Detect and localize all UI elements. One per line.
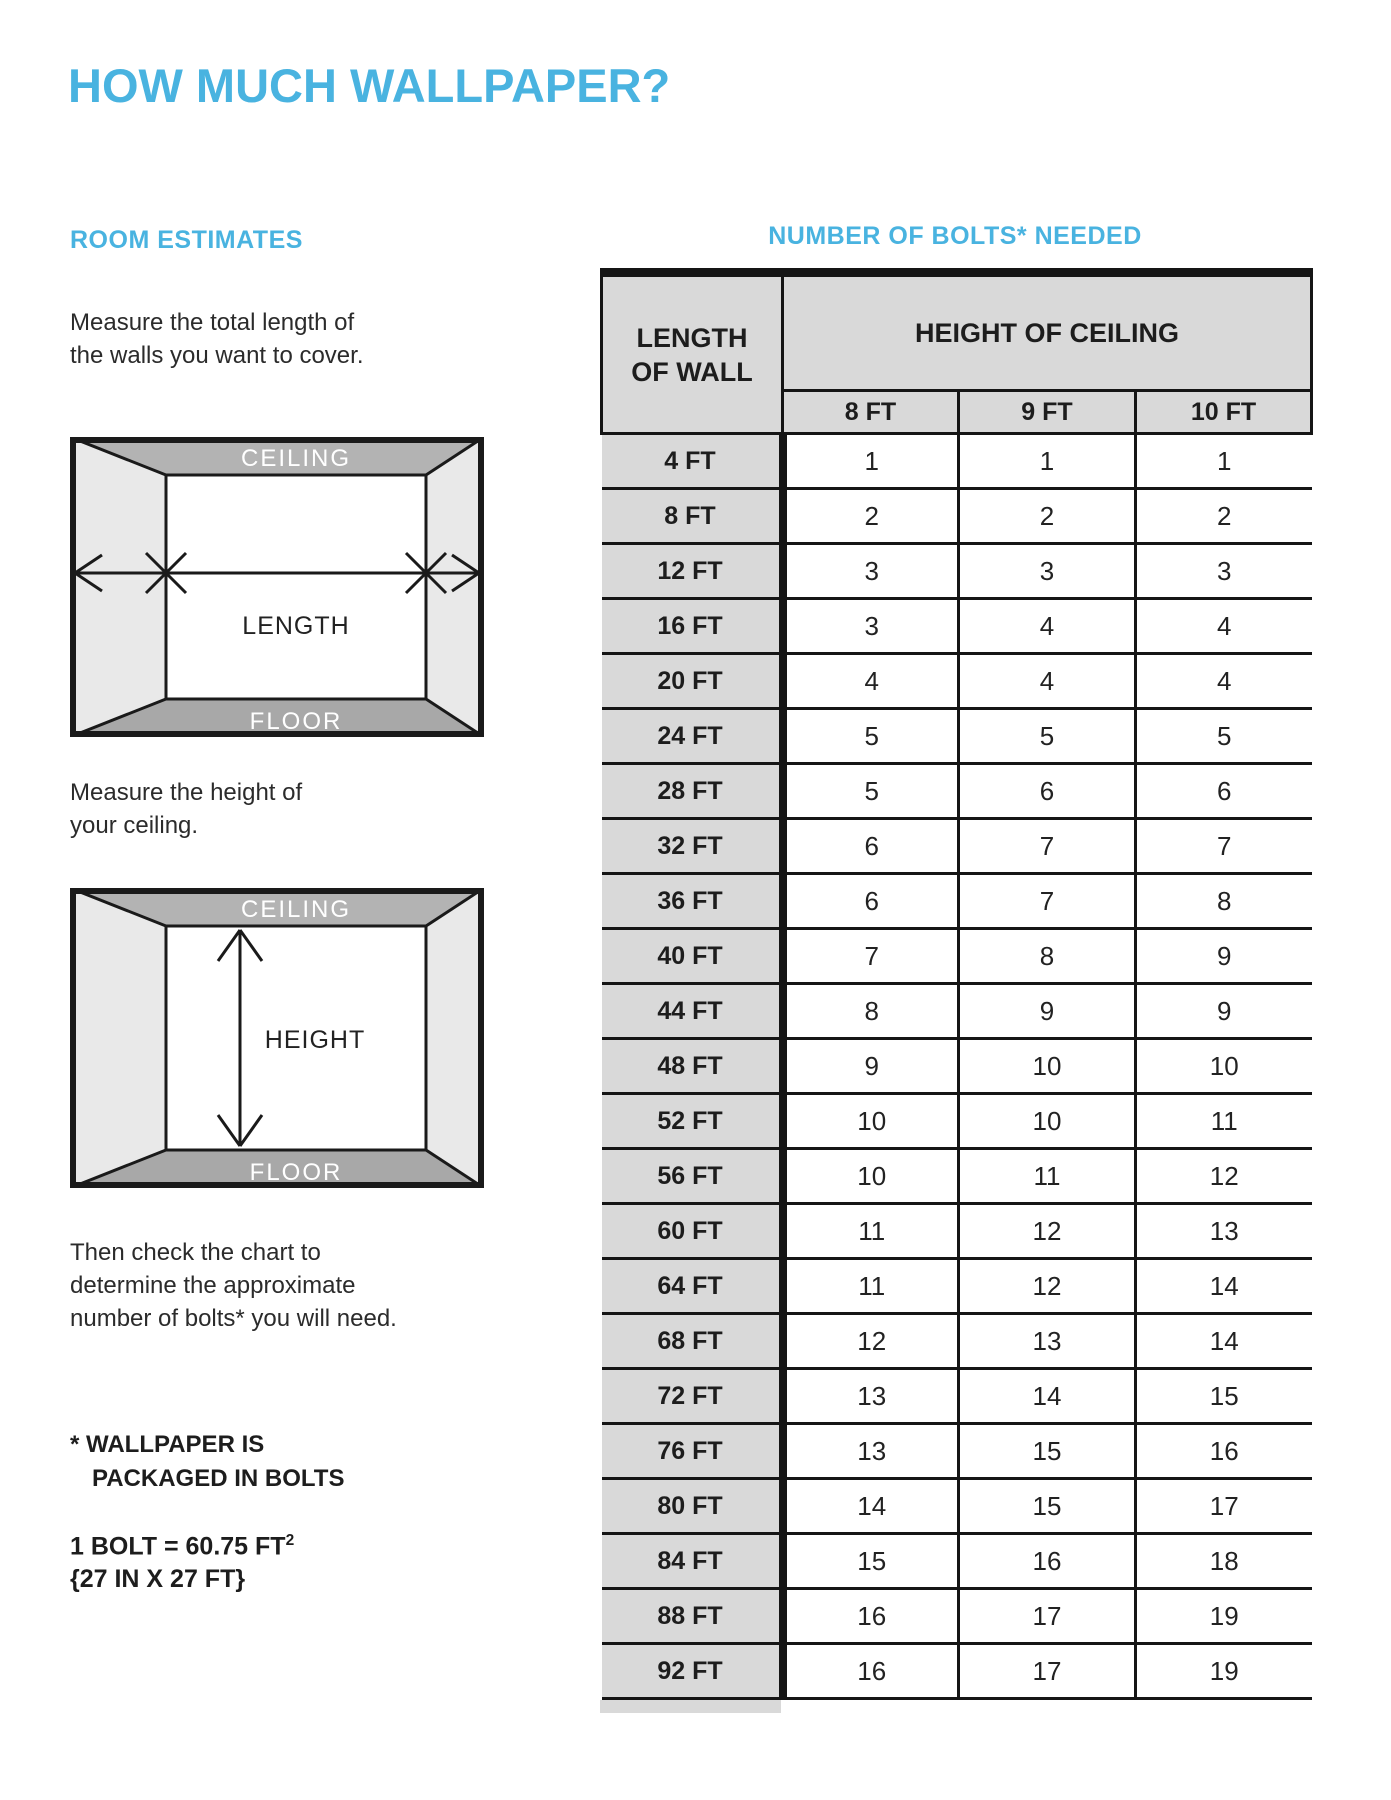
- bolts-8ft-cell: 9: [783, 1039, 959, 1094]
- floor-label: FLOOR: [249, 1159, 343, 1186]
- table-row: [602, 1314, 1312, 1369]
- bolts-8ft-cell: 16: [783, 1589, 959, 1644]
- wall-length-cell: 28 FT: [602, 764, 783, 819]
- bolts-8ft-cell: 1: [783, 434, 959, 489]
- bolts-table-wrap: [600, 268, 1310, 1700]
- bolts-8ft-cell: 3: [783, 599, 959, 654]
- wall-length-cell: 40 FT: [602, 929, 783, 984]
- bolts-8ft-cell: 8: [783, 984, 959, 1039]
- table-row: [602, 434, 1312, 489]
- wall-length-cell: 32 FT: [602, 819, 783, 874]
- table-row: [602, 1094, 1312, 1149]
- bolts-8ft-cell: 14: [783, 1479, 959, 1534]
- room-height-svg: [70, 888, 484, 1188]
- bolts-10ft-cell: 19: [1136, 1644, 1312, 1699]
- bolts-10ft-cell: 14: [1136, 1259, 1312, 1314]
- wall-length-cell: 20 FT: [602, 654, 783, 709]
- text-line: determine the approximate: [70, 1272, 356, 1299]
- table-row: [602, 1039, 1312, 1094]
- wall-length-cell: 60 FT: [602, 1204, 783, 1259]
- bolts-10ft-cell: 19: [1136, 1589, 1312, 1644]
- bolts-9ft-cell: 14: [959, 1369, 1136, 1424]
- bolts-10ft-cell: 1: [1136, 434, 1312, 489]
- ceiling-label: CEILING: [240, 445, 352, 472]
- table-row: [602, 1204, 1312, 1259]
- bolt-size-info: [70, 1524, 294, 1596]
- bolts-10ft-cell: 18: [1136, 1534, 1312, 1589]
- text-line: PACKAGED IN BOLTS: [92, 1465, 345, 1492]
- ceiling-label: CEILING: [240, 896, 352, 923]
- table-row: [602, 1534, 1312, 1589]
- bolts-9ft-cell: 4: [959, 599, 1136, 654]
- bolts-9ft-cell: 10: [959, 1094, 1136, 1149]
- wall-length-cell: 76 FT: [602, 1424, 783, 1479]
- wall-length-cell: 80 FT: [602, 1479, 783, 1534]
- wall-length-cell: 52 FT: [602, 1094, 783, 1149]
- col-header-length-of-wall: [602, 273, 783, 434]
- bolts-9ft-cell: 17: [959, 1589, 1136, 1644]
- table-row: [602, 929, 1312, 984]
- bolts-10ft-cell: 12: [1136, 1149, 1312, 1204]
- wall-length-cell: 72 FT: [602, 1369, 783, 1424]
- bolts-8ft-cell: 6: [783, 874, 959, 929]
- bolts-8ft-cell: 10: [783, 1094, 959, 1149]
- bolts-8ft-cell: 10: [783, 1149, 959, 1204]
- bolts-8ft-cell: 7: [783, 929, 959, 984]
- table-row: [602, 1149, 1312, 1204]
- measure-height-text: [70, 776, 302, 842]
- bolts-9ft-cell: 17: [959, 1644, 1136, 1699]
- bolts-10ft-cell: 4: [1136, 599, 1312, 654]
- text-line: * WALLPAPER IS: [70, 1431, 265, 1458]
- wall-length-cell: 12 FT: [602, 544, 783, 599]
- bolts-10ft-cell: 10: [1136, 1039, 1312, 1094]
- room-height-diagram: [70, 888, 484, 1188]
- wall-length-cell: 92 FT: [602, 1644, 783, 1699]
- bolts-10ft-cell: 11: [1136, 1094, 1312, 1149]
- bolts-9ft-cell: 7: [959, 819, 1136, 874]
- bolts-8ft-cell: 12: [783, 1314, 959, 1369]
- text-line: Then check the chart to: [70, 1239, 321, 1266]
- wall-length-cell: 84 FT: [602, 1534, 783, 1589]
- text-line: number of bolts* you will need.: [70, 1305, 397, 1332]
- bolts-10ft-cell: 9: [1136, 984, 1312, 1039]
- wall-length-cell: 8 FT: [602, 489, 783, 544]
- floor-label: FLOOR: [249, 708, 343, 735]
- bolt-equation: [70, 1524, 294, 1563]
- right-wall-face: [426, 888, 484, 1188]
- bolts-10ft-cell: 5: [1136, 709, 1312, 764]
- bolts-table-body: [602, 434, 1312, 1699]
- bolts-10ft-cell: 2: [1136, 489, 1312, 544]
- bolts-9ft-cell: 13: [959, 1314, 1136, 1369]
- bolts-9ft-cell: 15: [959, 1424, 1136, 1479]
- back-wall: [166, 475, 426, 699]
- wall-length-cell: 44 FT: [602, 984, 783, 1039]
- wall-length-cell: 24 FT: [602, 709, 783, 764]
- table-row: [602, 1644, 1312, 1699]
- page-title: HOW MUCH WALLPAPER?: [68, 59, 671, 112]
- wall-length-cell: 88 FT: [602, 1589, 783, 1644]
- bolts-9ft-cell: 1: [959, 434, 1136, 489]
- bolts-10ft-cell: 16: [1136, 1424, 1312, 1479]
- bolts-9ft-cell: 12: [959, 1259, 1136, 1314]
- bolts-8ft-cell: 13: [783, 1424, 959, 1479]
- bolts-9ft-cell: 6: [959, 764, 1136, 819]
- wall-length-cell: 4 FT: [602, 434, 783, 489]
- wall-length-cell: 64 FT: [602, 1259, 783, 1314]
- table-row: [602, 654, 1312, 709]
- bolts-9ft-cell: 4: [959, 654, 1136, 709]
- table-row: [602, 874, 1312, 929]
- bolts-9ft-cell: 15: [959, 1479, 1136, 1534]
- bolts-8ft-cell: 5: [783, 764, 959, 819]
- table-row: [602, 544, 1312, 599]
- bolts-9ft-cell: 16: [959, 1534, 1136, 1589]
- wall-length-cell: 36 FT: [602, 874, 783, 929]
- bolts-9ft-cell: 10: [959, 1039, 1136, 1094]
- height-label: HEIGHT: [264, 1026, 366, 1054]
- bolts-8ft-cell: 16: [783, 1644, 959, 1699]
- col-header-height-of-ceiling: HEIGHT OF CEILING: [783, 273, 1312, 391]
- bolts-8ft-cell: 11: [783, 1259, 959, 1314]
- text-line: Measure the total length of: [70, 309, 355, 336]
- table-row: [602, 764, 1312, 819]
- table-row: [602, 1479, 1312, 1534]
- bolts-footnote: [70, 1428, 344, 1496]
- bolts-9ft-cell: 7: [959, 874, 1136, 929]
- bolts-9ft-cell: 12: [959, 1204, 1136, 1259]
- wall-length-cell: 48 FT: [602, 1039, 783, 1094]
- bolt-equation-superscript: 2: [285, 1532, 295, 1549]
- col-header-9ft: 9 FT: [959, 391, 1136, 434]
- bolts-8ft-cell: 3: [783, 544, 959, 599]
- bolts-needed-heading: NUMBER OF BOLTS* NEEDED: [768, 222, 1142, 250]
- bolts-9ft-cell: 3: [959, 544, 1136, 599]
- bolts-10ft-cell: 3: [1136, 544, 1312, 599]
- bolts-9ft-cell: 11: [959, 1149, 1136, 1204]
- bolts-8ft-cell: 5: [783, 709, 959, 764]
- col-header-8ft: 8 FT: [783, 391, 959, 434]
- bolts-10ft-cell: 6: [1136, 764, 1312, 819]
- measure-length-text: [70, 306, 363, 372]
- bolts-8ft-cell: 2: [783, 489, 959, 544]
- bolts-10ft-cell: 17: [1136, 1479, 1312, 1534]
- table-row: [602, 1589, 1312, 1644]
- bolt-equation-text: 1 BOLT = 60.75 FT: [70, 1532, 286, 1561]
- bolts-10ft-cell: 4: [1136, 654, 1312, 709]
- bolts-9ft-cell: 5: [959, 709, 1136, 764]
- bolts-10ft-cell: 8: [1136, 874, 1312, 929]
- text-line: Measure the height of: [70, 779, 303, 806]
- bolt-dimensions: {27 IN X 27 FT}: [70, 1565, 246, 1594]
- bolts-10ft-cell: 7: [1136, 819, 1312, 874]
- length-label: LENGTH: [242, 612, 350, 640]
- table-row: [602, 489, 1312, 544]
- table-header-row-1: [602, 273, 1312, 391]
- bolts-9ft-cell: 9: [959, 984, 1136, 1039]
- bolts-8ft-cell: 4: [783, 654, 959, 709]
- bolts-10ft-cell: 13: [1136, 1204, 1312, 1259]
- table-row: [602, 1424, 1312, 1479]
- left-wall-face: [70, 888, 166, 1188]
- check-chart-text: [70, 1236, 397, 1335]
- wall-length-cell: 16 FT: [602, 599, 783, 654]
- col-header-10ft: 10 FT: [1136, 391, 1312, 434]
- bolts-10ft-cell: 15: [1136, 1369, 1312, 1424]
- table-row: [602, 709, 1312, 764]
- wall-length-cell: 56 FT: [602, 1149, 783, 1204]
- bolts-8ft-cell: 15: [783, 1534, 959, 1589]
- table-row: [602, 599, 1312, 654]
- table-row: [602, 1369, 1312, 1424]
- text-line: LENGTH: [636, 322, 748, 353]
- text-line: the walls you want to cover.: [70, 342, 364, 369]
- bolts-8ft-cell: 6: [783, 819, 959, 874]
- bolts-9ft-cell: 8: [959, 929, 1136, 984]
- bolts-9ft-cell: 2: [959, 489, 1136, 544]
- bolts-table: [600, 268, 1313, 1700]
- table-row: [602, 819, 1312, 874]
- bolts-8ft-cell: 13: [783, 1369, 959, 1424]
- text-line: OF WALL: [631, 356, 753, 387]
- text-line: your ceiling.: [70, 812, 199, 839]
- table-row: [602, 984, 1312, 1039]
- bolts-10ft-cell: 9: [1136, 929, 1312, 984]
- table-row: [602, 1259, 1312, 1314]
- room-length-diagram: [70, 437, 484, 737]
- room-estimates-heading: ROOM ESTIMATES: [70, 226, 303, 254]
- bolts-10ft-cell: 14: [1136, 1314, 1312, 1369]
- right-wall-face: [426, 437, 484, 737]
- bolts-8ft-cell: 11: [783, 1204, 959, 1259]
- wall-length-cell: 68 FT: [602, 1314, 783, 1369]
- room-length-svg: [70, 437, 484, 737]
